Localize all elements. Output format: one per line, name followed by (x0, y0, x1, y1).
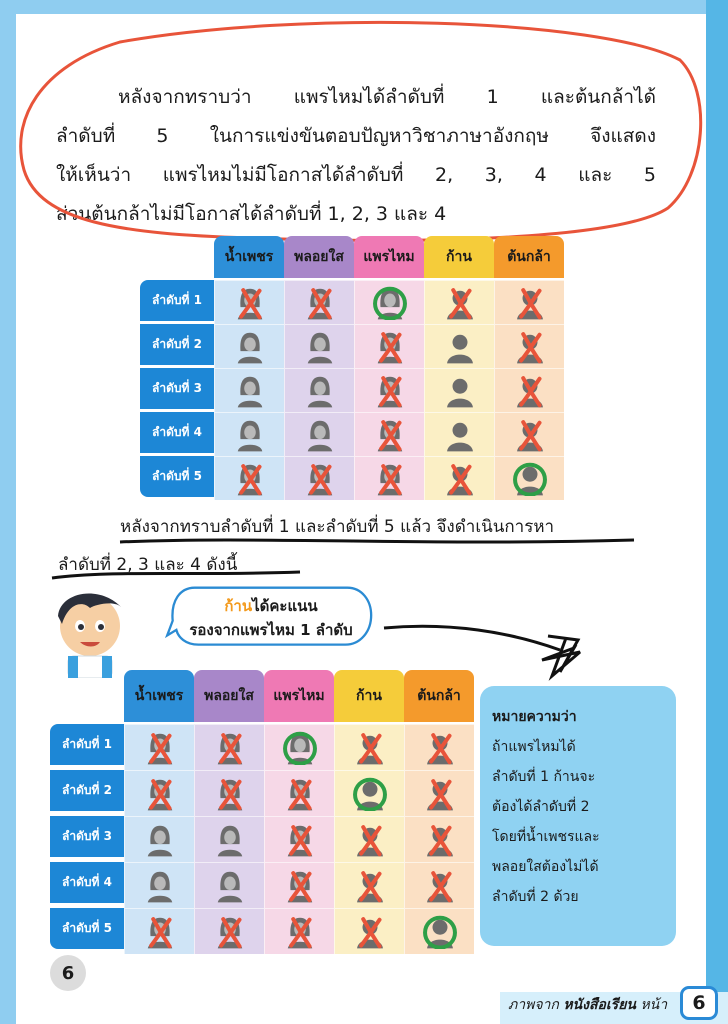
grid2-cell-r2-c4 (334, 770, 404, 816)
bubble-highlight-name: ก้าน (224, 597, 253, 615)
boy-silhouette-icon (423, 869, 457, 903)
boy-silhouette-icon (423, 731, 457, 765)
table1-header-tonkla: ต้นกล้า (494, 236, 564, 278)
table1-row-label-1: ลำดับที่ 1 (140, 280, 214, 321)
grid2-cell-r5-c3 (264, 908, 334, 954)
girl-silhouette-icon (233, 330, 267, 364)
girl-silhouette-icon (213, 823, 247, 857)
ranking-table-2 (50, 670, 478, 946)
grid1-cell-r3-c4 (424, 368, 494, 412)
grid2-cell-r4-c3 (264, 862, 334, 908)
girl-silhouette-icon (143, 915, 177, 949)
grid2-cell-r1-c3 (264, 724, 334, 770)
page-number: 6 (50, 955, 86, 991)
grid1-cell-r4-c1 (214, 412, 284, 456)
grid2-cell-r1-c5 (404, 724, 474, 770)
grid2-cell-r4-c5 (404, 862, 474, 908)
girl-silhouette-icon (143, 731, 177, 765)
grid1-cell-r2-c4 (424, 324, 494, 368)
footer-page-number: 6 (680, 986, 718, 1020)
table2-row-label-5: ลำดับที่ 5 (50, 908, 124, 949)
table2-header-ploysai: พลอยใส (194, 670, 264, 722)
girl-silhouette-icon (283, 777, 317, 811)
girl-silhouette-icon (233, 418, 267, 452)
boy-silhouette-icon (353, 731, 387, 765)
girl-silhouette-icon (143, 823, 177, 857)
girl-silhouette-icon (233, 374, 267, 408)
grid1-cell-r3-c1 (214, 368, 284, 412)
grid1-cell-r1-c4 (424, 280, 494, 324)
bubble-line-1-rest: ได้คะแนน (252, 597, 318, 615)
footer-suffix: หน้า (640, 997, 668, 1013)
boy-silhouette-icon (443, 418, 477, 452)
girl-silhouette-icon (373, 374, 407, 408)
bubble-line-2: รองจากแพรไหม 1 ลำดับ (189, 621, 353, 639)
grid1-cell-r1-c5 (494, 280, 564, 324)
girl-silhouette-icon (303, 418, 337, 452)
girl-silhouette-icon (213, 777, 247, 811)
grid1-cell-r1-c3 (354, 280, 424, 324)
boy-silhouette-icon (513, 374, 547, 408)
speech-bubble-text (158, 594, 384, 642)
intro-paragraph (56, 78, 656, 234)
grid2-cell-r5-c4 (334, 908, 404, 954)
intro-line-4: ส่วนต้นกล้าไม่มีโอกาสได้ลำดับที่ 1, 2, 3 และ 4 (56, 203, 447, 225)
boy-silhouette-icon (513, 418, 547, 452)
boy-silhouette-icon (423, 915, 457, 949)
boy-silhouette-icon (513, 286, 547, 320)
table1-row-label-5: ลำดับที่ 5 (140, 456, 214, 497)
girl-silhouette-icon (373, 418, 407, 452)
girl-silhouette-icon (373, 286, 407, 320)
grid2-cell-r1-c2 (194, 724, 264, 770)
table1-row-label-2: ลำดับที่ 2 (140, 324, 214, 365)
table1-header-kan: ก้าน (424, 236, 494, 278)
boy-silhouette-icon (353, 823, 387, 857)
grid1-cell-r5-c1 (214, 456, 284, 500)
boy-silhouette-icon (443, 286, 477, 320)
girl-silhouette-icon (233, 286, 267, 320)
boy-silhouette-icon (513, 330, 547, 364)
footer-prefix: ภาพจาก (508, 997, 559, 1013)
page-frame-right (706, 0, 728, 1024)
info-line-3: ต้องได้ลำดับที่ 2 (492, 799, 590, 815)
grid1-cell-r1-c1 (214, 280, 284, 324)
grid2-cell-r2-c5 (404, 770, 474, 816)
grid2-cell-r3-c2 (194, 816, 264, 862)
table2-row-label-3: ลำดับที่ 3 (50, 816, 124, 857)
footer-book: หนังสือเรียน (563, 997, 636, 1013)
girl-silhouette-icon (373, 462, 407, 496)
girl-silhouette-icon (213, 869, 247, 903)
table2-row-label-4: ลำดับที่ 4 (50, 862, 124, 903)
arrow-line (384, 626, 560, 650)
girl-silhouette-icon (283, 869, 317, 903)
girl-silhouette-icon (303, 286, 337, 320)
boy-silhouette-icon (353, 915, 387, 949)
grid1-cell-r5-c4 (424, 456, 494, 500)
girl-silhouette-icon (283, 731, 317, 765)
grid2-cell-r3-c1 (124, 816, 194, 862)
grid1-cell-r3-c2 (284, 368, 354, 412)
girl-silhouette-icon (373, 330, 407, 364)
grid1-cell-r2-c3 (354, 324, 424, 368)
grid2-cell-r3-c4 (334, 816, 404, 862)
grid2-cell-r2-c1 (124, 770, 194, 816)
grid1-cell-r2-c1 (214, 324, 284, 368)
girl-silhouette-icon (303, 374, 337, 408)
grid2-cell-r3-c5 (404, 816, 474, 862)
grid2-cell-r4-c1 (124, 862, 194, 908)
boy-silhouette-icon (423, 777, 457, 811)
grid2-cell-r4-c2 (194, 862, 264, 908)
table1-row-label-4: ลำดับที่ 4 (140, 412, 214, 453)
boy-silhouette-icon (423, 823, 457, 857)
info-line-5: พลอยใสต้องไม่ได้ (492, 859, 599, 875)
girl-silhouette-icon (213, 915, 247, 949)
table1-header-ploysai: พลอยใส (284, 236, 354, 278)
grid2-cell-r4-c4 (334, 862, 404, 908)
girl-silhouette-icon (283, 823, 317, 857)
info-box-text (492, 702, 670, 912)
sentence-line-1: หลังจากทราบลำดับที่ 1 และลำดับที่ 5 แล้ว จึงดำเนินการหา (120, 517, 555, 537)
boy-silhouette-icon (443, 462, 477, 496)
grid2-cell-r3-c3 (264, 816, 334, 862)
ranking-table-1 (140, 236, 568, 500)
bubble-line-1 (158, 594, 384, 618)
grid2-cell-r5-c5 (404, 908, 474, 954)
girl-silhouette-icon (143, 777, 177, 811)
table2-row-label-2: ลำดับที่ 2 (50, 770, 124, 811)
boy-silhouette-icon (353, 869, 387, 903)
table1-header-namphet: น้ำเพชร (214, 236, 284, 278)
table2-header-tonkla: ต้นกล้า (404, 670, 474, 722)
grid1-cell-r5-c3 (354, 456, 424, 500)
info-line-6: ลำดับที่ 2 ด้วย (492, 889, 579, 905)
girl-silhouette-icon (213, 731, 247, 765)
intro-line-2: ลำดับที่ 5 ในการแข่งขันตอบปัญหาวิชาภาษาอังกฤษ จึงแสดง (56, 125, 656, 147)
boy-silhouette-icon (353, 777, 387, 811)
grid1-cell-r2-c5 (494, 324, 564, 368)
page-frame-left (0, 0, 16, 1024)
table2-header-kan: ก้าน (334, 670, 404, 722)
info-line-2: ลำดับที่ 1 ก้านจะ (492, 769, 596, 785)
grid2-cell-r1-c4 (334, 724, 404, 770)
table1-header-praemai: แพรไหม (354, 236, 424, 278)
grid2-cell-r2-c3 (264, 770, 334, 816)
table2-header-namphet: น้ำเพชร (124, 670, 194, 722)
boy-silhouette-icon (513, 462, 547, 496)
grid2-cell-r1-c1 (124, 724, 194, 770)
boy-silhouette-icon (443, 374, 477, 408)
table2-row-label-1: ลำดับที่ 1 (50, 724, 124, 765)
girl-silhouette-icon (303, 462, 337, 496)
table2-header-praemai: แพรไหม (264, 670, 334, 722)
grid1-cell-r5-c2 (284, 456, 354, 500)
grid2-cell-r2-c2 (194, 770, 264, 816)
grid1-cell-r1-c2 (284, 280, 354, 324)
table1-row-label-3: ลำดับที่ 3 (140, 368, 214, 409)
girl-silhouette-icon (283, 915, 317, 949)
grid1-cell-r3-c5 (494, 368, 564, 412)
grid2-cell-r5-c2 (194, 908, 264, 954)
info-line-1: ถ้าแพรไหมได้ (492, 739, 576, 755)
boy-character-illustration (40, 586, 140, 678)
grid1-cell-r4-c4 (424, 412, 494, 456)
page-frame-top (0, 0, 728, 14)
grid1-cell-r4-c2 (284, 412, 354, 456)
girl-silhouette-icon (233, 462, 267, 496)
girl-silhouette-icon (143, 869, 177, 903)
footer-caption (508, 994, 667, 1016)
boy-silhouette-icon (443, 330, 477, 364)
grid1-cell-r4-c5 (494, 412, 564, 456)
info-heading: หมายความว่า (492, 709, 577, 725)
arrow-head-scribble (542, 636, 580, 676)
info-line-4: โดยที่น้ำเพชรและ (492, 829, 600, 845)
grid1-cell-r4-c3 (354, 412, 424, 456)
sentence-line-2: ลำดับที่ 2, 3 และ 4 ดังนี้ (58, 555, 238, 575)
grid1-cell-r5-c5 (494, 456, 564, 500)
grid2-cell-r5-c1 (124, 908, 194, 954)
grid1-cell-r2-c2 (284, 324, 354, 368)
girl-silhouette-icon (303, 330, 337, 364)
intro-line-1: หลังจากทราบว่า แพรไหมได้ลำดับที่ 1 และต้นกล้าได้ (118, 86, 656, 108)
intro-line-3: ให้เห็นว่า แพรไหมไม่มีโอกาสได้ลำดับที่ 2, 3, 4 และ 5 (56, 164, 656, 186)
grid1-cell-r3-c3 (354, 368, 424, 412)
